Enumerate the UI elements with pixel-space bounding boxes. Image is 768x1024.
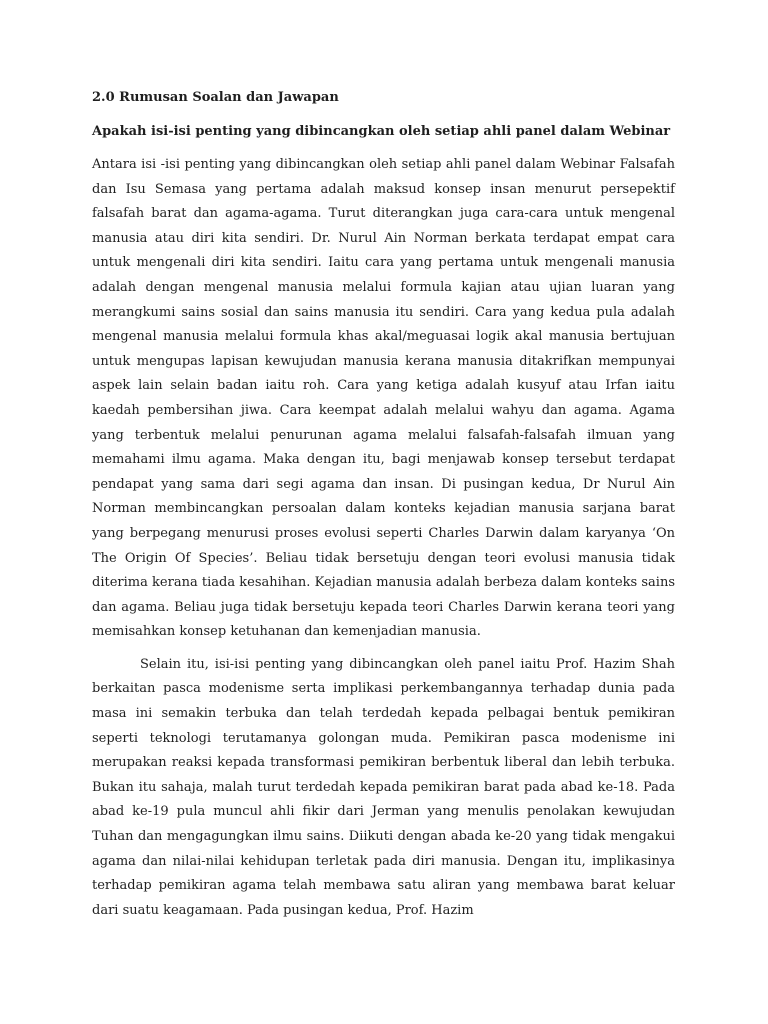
paragraph-2: Selain itu, isi-isi penting yang dibincangkan oleh panel iaitu Prof. Hazim Shah berkaitan pasca modenisme serta implikasi perkembangannya terhadap dunia pada masa ini semakin terbuka dan telah terdedah kepada pelbagai bentuk pemikiran seperti teknologi terutamanya golongan muda. Pemikiran pasca modenisme ini merupakan reaksi kepada transformasi pemikiran berbentuk liberal dan lebih terbuka. Bukan itu sahaja, malah turut terdedah kepada pemikiran barat pada abad ke-18. Pada abad ke-19 pula muncul ahli fikir dari Jerman yang menulis penolakan kewujudan Tuhan dan mengagungkan ilmu sains. Diikuti dengan abada ke-20 yang tidak mengakui agama dan nilai-nilai kehidupan terletak pada diri manusia. Dengan itu, implikasinya terhadap pemikiran agama telah membawa satu aliran yang membawa barat keluar dari suatu keagamaan. Pada pusingan kedua, Prof. Hazim [92,656,675,918]
question-heading: Apakah isi-isi penting yang dibincangkan oleh setiap ahli panel dalam Webinar [92,124,671,139]
paragraph-1: Antara isi -isi penting yang dibincangkan oleh setiap ahli panel dalam Webinar Falsafah dan Isu Semasa yang pertama adalah maksud konsep insan menurut persepektif falsafah barat dan agama-agama. Turut diterangkan juga cara-cara untuk mengenal manusia atau diri kita sendiri. Dr. Nurul Ain Norman berkata terdapat empat cara untuk mengenali diri kita sendiri. Iaitu cara yang pertama untuk mengenali manusia adalah dengan mengenal manusia melalui formula kajian atau ujian luaran yang merangkumi sains sosial dan sains manusia itu sendiri. Cara yang kedua pula adalah mengenal manusia melalui formula khas akal/meguasai logik akal manusia bertujuan untuk mengupas lapisan kewujudan manusia kerana manusia ditakrifkan mempunyai aspek lain selain badan iaitu roh. Cara yang ketiga adalah kusyuf atau Irfan iaitu kaedah pembersihan jiwa. Cara keempat adalah melalui wahyu dan agama. Agama yang terbentuk melalui penurunan agama melalui falsafah-falsafah ilmuan yang memahami ilmu agama. Maka dengan itu, bagi menjawab konsep tersebut terdapat pendapat yang sama dari segi agama dan insan. Di pusingan kedua, Dr Nurul Ain Norman membincangkan persoalan dalam konteks kejadian manusia sarjana barat yang berpegang menurusi proses evolusi seperti Charles Darwin dalam karyanya ‘On The Origin Of Species’. Beliau tidak bersetuju dengan teori evolusi manusia tidak diterima kerana tiada kesahihan. Kejadian manusia adalah berbeza dalam konteks sains dan agama. Beliau juga tidak bersetuju kepada teori Charles Darwin kerana teori yang memisahkan konsep ketuhanan dan kemenjadian manusia. [92,157,675,640]
document-body [92,88,675,923]
section-heading: 2.0 Rumusan Soalan dan Jawapan [92,90,339,105]
